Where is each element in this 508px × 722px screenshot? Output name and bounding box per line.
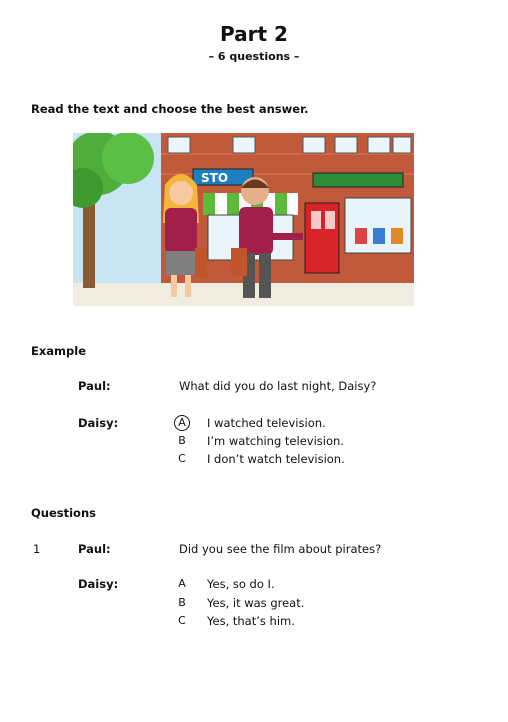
- example-speaker-daisy: Daisy:: [78, 416, 119, 430]
- question-1-option-c-letter[interactable]: C: [178, 614, 186, 627]
- example-option-a-text: I watched television.: [207, 416, 326, 430]
- illustration-shop-scene: [73, 133, 414, 306]
- question-1-option-c-text[interactable]: Yes, that’s him.: [207, 614, 295, 628]
- example-option-b-text: I’m watching television.: [207, 434, 344, 448]
- example-option-c-letter: C: [178, 452, 186, 465]
- instruction-text: Read the text and choose the best answer.: [31, 102, 309, 116]
- store-sign-text: STO: [201, 171, 229, 185]
- question-1-speaker-paul: Paul:: [78, 542, 111, 556]
- example-option-c-text: I don’t watch television.: [207, 452, 345, 466]
- question-1-option-a-letter[interactable]: A: [178, 577, 186, 590]
- question-1-option-b-letter[interactable]: B: [178, 596, 186, 609]
- part-subtitle: – 6 questions –: [208, 50, 300, 63]
- example-option-b-letter: B: [178, 434, 186, 447]
- question-number: 1: [33, 542, 41, 556]
- question-1-speaker-daisy: Daisy:: [78, 577, 119, 591]
- example-speaker-paul: Paul:: [78, 379, 111, 393]
- question-1-text: Did you see the film about pirates?: [179, 542, 382, 556]
- question-1-option-a-text[interactable]: Yes, so do I.: [207, 577, 275, 591]
- question-1-option-b-text[interactable]: Yes, it was great.: [207, 596, 305, 610]
- example-question: What did you do last night, Daisy?: [179, 379, 377, 393]
- part-title: Part 2: [220, 22, 288, 46]
- example-option-a-letter: A: [174, 415, 190, 431]
- questions-heading: Questions: [31, 506, 96, 520]
- example-heading: Example: [31, 344, 86, 358]
